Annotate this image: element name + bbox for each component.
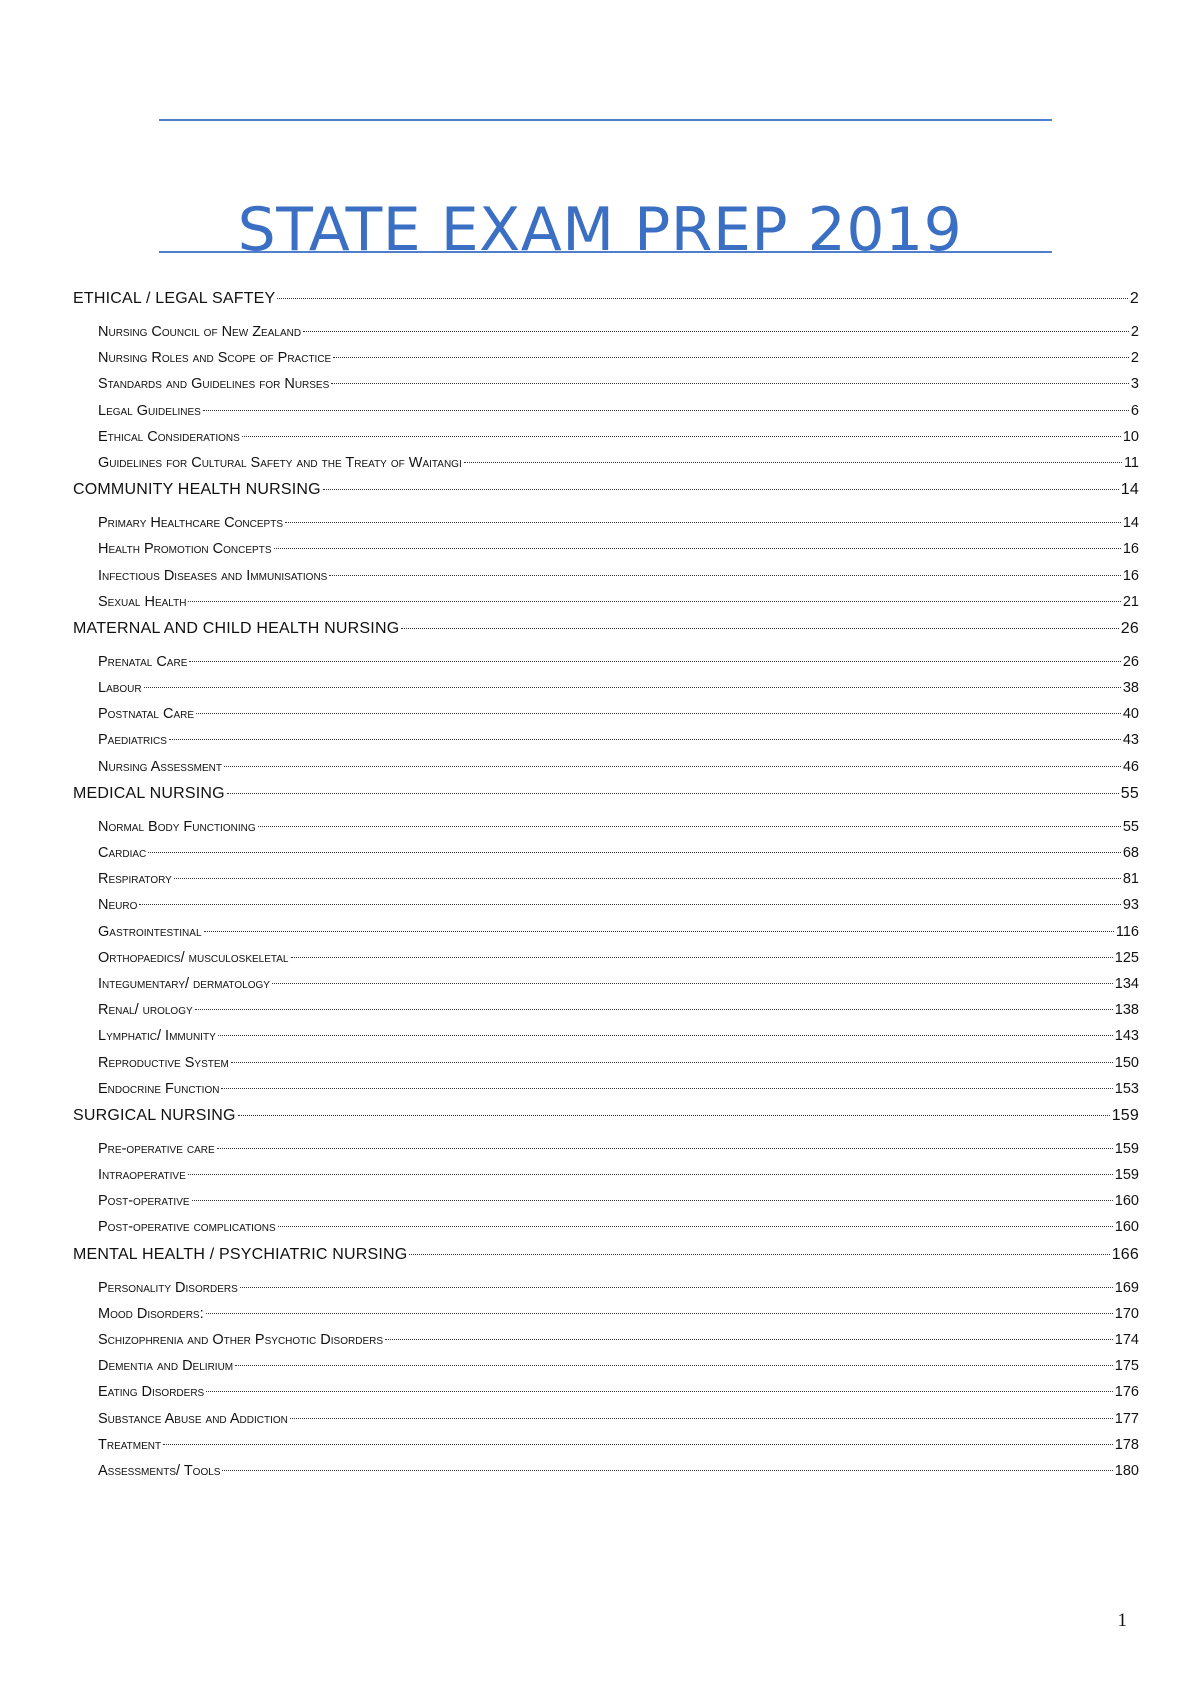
toc-leader-dots [227,793,1119,794]
toc-subentry-page: 2 [1130,350,1139,367]
toc-subentry-title: Lymphatic/ Immunity [98,1028,216,1045]
toc-subentry-page: 10 [1122,428,1139,445]
toc-subentry[interactable] [98,1437,1139,1463]
toc-section [73,620,1139,785]
toc-subentry[interactable] [98,897,1139,923]
toc-subentry-title: Reproductive System [98,1054,229,1071]
toc-leader-dots [278,1226,1113,1227]
toc-subentry[interactable] [98,594,1139,620]
toc-subentry-page: 175 [1114,1358,1139,1375]
toc-subentry-title: Normal Body Functioning [98,818,256,835]
toc-subentry-title: Dementia and Delirium [98,1358,234,1375]
toc-leader-dots [231,1062,1113,1063]
toc-subentry-title: Post-operative [98,1193,190,1210]
toc-subentry[interactable] [98,845,1139,871]
toc-leader-dots [217,1148,1113,1149]
toc-subentry-page: 143 [1114,1028,1139,1045]
toc-subentry[interactable] [98,759,1139,785]
toc-subentry-title: Eating Disorders [98,1384,205,1401]
toc-subentry-title: Respiratory [98,871,172,888]
toc-leader-dots [163,1444,1113,1445]
toc-subentry-title: Nursing Council of New Zealand [98,324,302,340]
toc-subentry-page: 169 [1114,1279,1139,1296]
toc-subentry[interactable] [98,819,1139,845]
toc-leader-dots [323,489,1119,490]
toc-subentry-title: Legal Guidelines [98,402,201,419]
toc-subentry-title: Sexual Health [98,593,187,610]
toc-subentry-page: 46 [1122,758,1139,775]
toc-leader-dots [189,661,1120,662]
toc-subentry[interactable] [98,1384,1139,1410]
toc-heading[interactable] [73,620,1139,644]
toc-subentry-title: Intraoperative [98,1167,186,1184]
toc-section [73,290,1139,481]
toc-heading-title: SURGICAL NURSING [73,1106,236,1124]
toc-subentry-title: Primary Healthcare Concepts [98,515,283,532]
toc-heading-page: 14 [1120,481,1139,499]
toc-subentry-page: 174 [1114,1332,1139,1348]
toc-subentry-title: Guidelines for Cultural Safety and the Treaty of Waitangi [98,454,462,471]
toc-heading-title: ETHICAL / LEGAL SAFTEY [73,290,276,307]
toc-subentry-page: 138 [1114,1002,1139,1019]
toc-subentry[interactable] [98,1411,1139,1437]
toc-leader-dots [303,331,1129,332]
toc-subentry-page: 68 [1122,845,1139,861]
toc-heading-page: 159 [1111,1106,1139,1124]
toc-heading-title: MENTAL HEALTH / PSYCHIATRIC NURSING [73,1245,408,1263]
toc-subentry[interactable] [98,1167,1139,1193]
toc-leader-dots [277,298,1128,299]
toc-leader-dots [206,1391,1113,1392]
toc-subentry[interactable] [98,1028,1139,1054]
toc-subentry-title: Neuro [98,897,138,914]
toc-subentry-page: 16 [1122,567,1139,584]
toc-subentry-page: 177 [1114,1410,1139,1427]
toc-leader-dots [258,826,1121,827]
toc-subentry-title: Postnatal Care [98,706,195,723]
toc-subentry-page: 26 [1122,653,1139,670]
toc-heading[interactable] [73,1246,1139,1270]
toc-subentry[interactable] [98,1193,1139,1219]
toc-subentry-title: Ethical Considerations [98,428,240,445]
toc-subentry[interactable] [98,350,1139,376]
toc-heading-title: MATERNAL AND CHILD HEALTH NURSING [73,619,400,637]
toc-subentry-page: 150 [1114,1054,1139,1071]
toc-subentry[interactable] [98,1332,1139,1358]
toc-subentry-page: 159 [1114,1140,1139,1157]
toc-leader-dots [274,548,1121,549]
toc-leader-dots [196,713,1121,714]
toc-subentry-page: 159 [1114,1167,1139,1184]
toc-subentry[interactable] [98,403,1139,429]
toc-subentry-page: 116 [1115,923,1139,940]
toc-subentry-title: Cardiac [98,845,147,861]
toc-subentry-page: 160 [1114,1193,1139,1210]
toc-leader-dots [242,436,1121,437]
table-of-contents [73,290,1139,1489]
toc-subentry-page: 93 [1122,897,1139,914]
toc-subentry[interactable] [98,1055,1139,1081]
toc-heading-page: 26 [1120,619,1139,637]
toc-leader-dots [206,1313,1113,1314]
toc-subentry-page: 81 [1122,871,1139,888]
toc-subentry-title: Endocrine Function [98,1080,220,1097]
toc-subentry[interactable] [98,654,1139,680]
toc-leader-dots [169,739,1121,740]
toc-subentry[interactable] [98,376,1139,402]
toc-subentry-page: 180 [1114,1462,1139,1479]
toc-leader-dots [148,852,1121,853]
toc-heading[interactable] [73,1107,1139,1131]
toc-subentry[interactable] [98,429,1139,455]
toc-subentry[interactable] [98,324,1139,350]
toc-leader-dots [195,1009,1113,1010]
toc-leader-dots [188,1174,1113,1175]
toc-subentry-page: 3 [1130,376,1139,393]
toc-subentry-title: Renal/ urology [98,1002,193,1019]
toc-subentry[interactable] [98,871,1139,897]
toc-subentry-title: Labour [98,680,142,697]
toc-subentry-page: 16 [1122,541,1139,558]
toc-subentry-title: Nursing Roles and Scope of Practice [98,350,332,367]
toc-subentry-page: 153 [1114,1080,1139,1097]
toc-heading-page: 166 [1111,1245,1139,1263]
toc-heading-page: 55 [1120,784,1139,802]
toc-subentry[interactable] [98,950,1139,976]
toc-subentry-page: 43 [1122,732,1139,749]
toc-leader-dots [204,931,1114,932]
toc-subentry-title: Paediatrics [98,732,167,749]
toc-subentry[interactable] [98,1141,1139,1167]
toc-subentry-title: Integumentary/ dermatology [98,975,270,992]
toc-subentry-title: Mood Disorders: [98,1305,204,1322]
toc-subentry-title: Gastrointestinal [98,923,202,940]
toc-subentry[interactable] [98,568,1139,594]
toc-heading-page: 2 [1129,290,1139,307]
toc-subentry[interactable] [98,1358,1139,1384]
toc-leader-dots [222,1470,1112,1471]
toc-subentry-page: 11 [1123,454,1139,471]
toc-subentry-title: Orthopaedics/ musculoskeletal [98,949,289,966]
toc-subentry-title: Assessments/ Tools [98,1462,221,1479]
toc-subentry[interactable] [98,706,1139,732]
toc-leader-dots [238,1115,1110,1116]
toc-section [73,481,1139,620]
toc-leader-dots [409,1254,1109,1255]
toc-subentry[interactable] [98,541,1139,567]
toc-leader-dots [291,957,1113,958]
toc-subentry-page: 14 [1122,515,1139,532]
page-number: 1 [1117,1610,1127,1631]
toc-heading[interactable] [73,481,1139,505]
toc-leader-dots [218,1035,1113,1036]
toc-heading[interactable] [73,290,1139,314]
toc-leader-dots [235,1365,1113,1366]
toc-subentry[interactable] [98,680,1139,706]
toc-leader-dots [331,383,1129,384]
title-rule-bottom [159,251,1052,253]
toc-subentry[interactable] [98,455,1139,481]
toc-subentry-title: Nursing Assessment [98,758,222,775]
toc-subentry-title: Treatment [98,1436,162,1453]
toc-leader-dots [290,1418,1113,1419]
toc-subentry-page: 55 [1122,818,1139,835]
toc-leader-dots [174,878,1121,879]
toc-heading-title: MEDICAL NURSING [73,784,225,802]
toc-leader-dots [329,575,1121,576]
toc-subentry-page: 125 [1114,949,1139,966]
toc-subentry-title: Schizophrenia and Other Psychotic Disorders [98,1332,384,1348]
toc-leader-dots [401,628,1118,629]
toc-subentry-page: 134 [1114,975,1139,992]
toc-subentry[interactable] [98,1280,1139,1306]
toc-leader-dots [139,904,1120,905]
toc-leader-dots [188,601,1120,602]
toc-subentry-title: Prenatal Care [98,653,188,670]
toc-subentry[interactable] [98,1463,1139,1489]
toc-subentry-title: Pre-operative care [98,1140,215,1157]
toc-subentry-page: 170 [1114,1305,1139,1322]
toc-leader-dots [464,462,1122,463]
toc-subentry-title: Standards and Guidelines for Nurses [98,376,330,393]
toc-subentry-page: 40 [1122,706,1139,723]
toc-leader-dots [224,766,1121,767]
toc-leader-dots [240,1287,1113,1288]
toc-subentry[interactable] [98,732,1139,758]
toc-leader-dots [203,410,1129,411]
toc-heading-title: COMMUNITY HEALTH NURSING [73,481,321,499]
toc-leader-dots [221,1088,1112,1089]
toc-subentry-page: 21 [1122,593,1139,610]
toc-subentry-title: Personality Disorders [98,1279,238,1296]
toc-subentry-page: 178 [1114,1436,1139,1453]
toc-subentry[interactable] [98,1081,1139,1107]
toc-subentry[interactable] [98,976,1139,1002]
toc-leader-dots [285,522,1121,523]
toc-subentry[interactable] [98,924,1139,950]
toc-subentry[interactable] [98,1306,1139,1332]
toc-section [73,1107,1139,1246]
toc-subentry-title: Infectious Diseases and Immunisations [98,567,328,584]
toc-subentry[interactable] [98,1219,1139,1245]
toc-subentry-page: 6 [1130,402,1139,419]
toc-subentry-page: 2 [1130,324,1139,340]
toc-leader-dots [333,357,1129,358]
toc-section [73,785,1139,1107]
title-rule-top [159,119,1052,121]
toc-subentry-title: Substance Abuse and Addiction [98,1410,288,1427]
toc-subentry-page: 38 [1122,680,1139,697]
toc-subentry-title: Post-operative complications [98,1219,276,1236]
toc-subentry-title: Health Promotion Concepts [98,541,272,558]
document-title: STATE EXAM PREP 2019 [237,195,963,266]
toc-subentry-page: 176 [1114,1384,1139,1401]
toc-subentry[interactable] [98,1002,1139,1028]
toc-heading[interactable] [73,785,1139,809]
toc-section [73,1246,1139,1490]
toc-subentry-page: 160 [1114,1219,1139,1236]
toc-leader-dots [144,687,1121,688]
toc-subentry[interactable] [98,515,1139,541]
toc-leader-dots [385,1339,1113,1340]
toc-leader-dots [192,1200,1113,1201]
toc-leader-dots [272,983,1113,984]
